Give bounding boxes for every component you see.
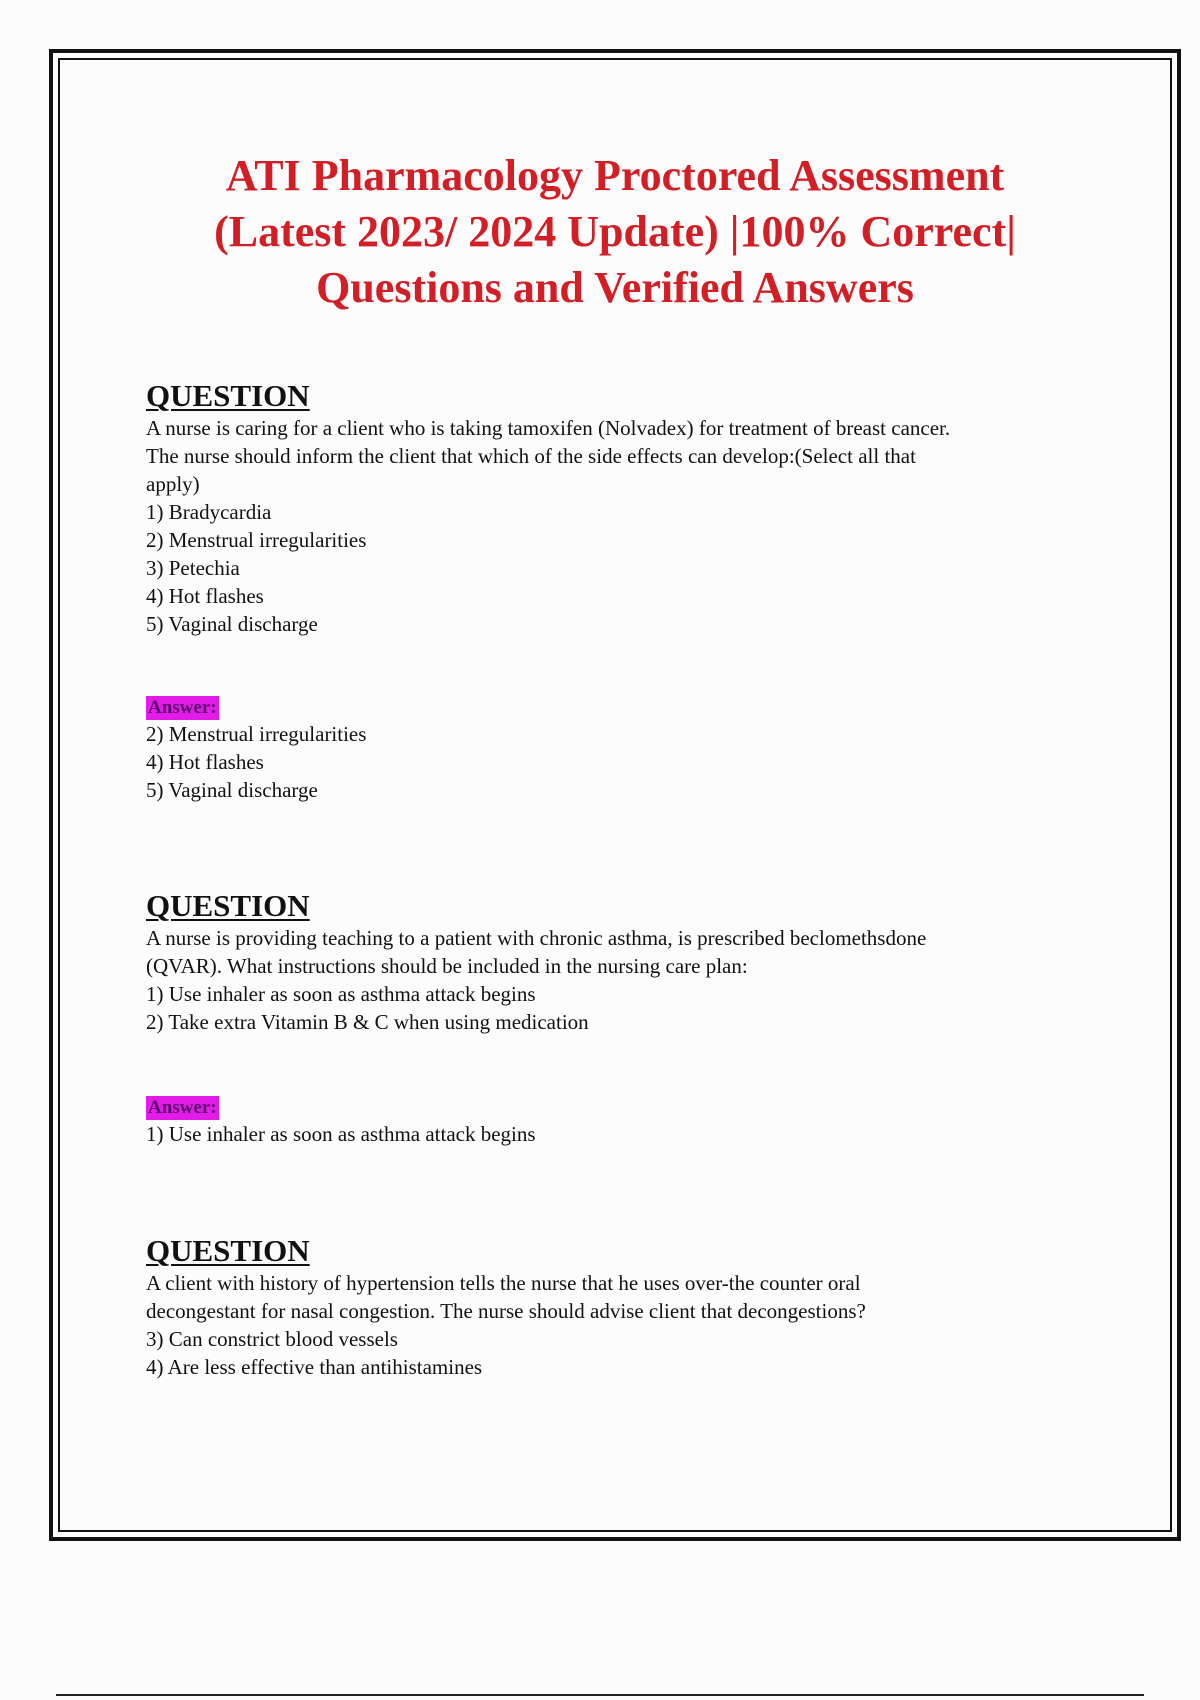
question-block-1 xyxy=(146,378,1096,638)
answer-block-2 xyxy=(146,1096,1096,1148)
answer-item: 5) Vaginal discharge xyxy=(146,778,318,802)
question-text-line: apply) xyxy=(146,472,200,496)
option-list xyxy=(146,1325,1096,1381)
question-heading: QUESTION xyxy=(146,888,310,923)
question-text-line: The nurse should inform the client that which of the side effects can develop:(Select all that xyxy=(146,444,916,468)
question-heading: QUESTION xyxy=(146,1233,310,1268)
answer-block-1 xyxy=(146,696,1096,804)
question-text-line: decongestant for nasal congestion. The nurse should advise client that decongestions? xyxy=(146,1299,866,1323)
option-item: 1) Bradycardia xyxy=(146,500,272,524)
option-item: 5) Vaginal discharge xyxy=(146,612,318,636)
answer-list xyxy=(146,1120,1096,1148)
answer-item: 1) Use inhaler as soon as asthma attack begins xyxy=(146,1122,536,1146)
question-text-line: A nurse is providing teaching to a patient with chronic asthma, is prescribed beclomethsdone xyxy=(146,926,927,950)
option-item: 4) Are less effective than antihistamines xyxy=(146,1355,483,1379)
title-line-2: (Latest 2023/ 2024 Update) |100% Correct| xyxy=(214,207,1016,256)
answer-label: Answer: xyxy=(148,697,217,718)
question-text xyxy=(146,1269,1096,1325)
answer-item: 4) Hot flashes xyxy=(146,750,264,774)
footer-divider xyxy=(56,1694,1144,1696)
title-line-3: Questions and Verified Answers xyxy=(316,263,914,312)
question-text-line: A nurse is caring for a client who is taking tamoxifen (Nolvadex) for treatment of breast cancer. xyxy=(146,416,951,440)
answer-label: Answer: xyxy=(148,1097,217,1118)
answer-item: 2) Menstrual irregularities xyxy=(146,722,367,746)
question-text-line: (QVAR). What instructions should be included in the nursing care plan: xyxy=(146,954,748,978)
question-text-line: A client with history of hypertension tells the nurse that he uses over-the counter oral xyxy=(146,1271,861,1295)
question-block-3 xyxy=(146,1233,1096,1381)
option-item: 1) Use inhaler as soon as asthma attack begins xyxy=(146,982,536,1006)
question-text xyxy=(146,924,1096,980)
question-heading: QUESTION xyxy=(146,378,310,413)
option-list xyxy=(146,498,1096,638)
option-list xyxy=(146,980,1096,1036)
answer-list xyxy=(146,720,1096,804)
question-block-2 xyxy=(146,888,1096,1036)
option-item: 2) Menstrual irregularities xyxy=(146,528,367,552)
title-line-1: ATI Pharmacology Proctored Assessment xyxy=(225,151,1005,200)
option-item: 4) Hot flashes xyxy=(146,584,264,608)
document-title xyxy=(140,148,1090,316)
question-text xyxy=(146,414,1096,498)
option-item: 2) Take extra Vitamin B & C when using medication xyxy=(146,1010,589,1034)
option-item: 3) Can constrict blood vessels xyxy=(146,1327,398,1351)
option-item: 3) Petechia xyxy=(146,556,240,580)
